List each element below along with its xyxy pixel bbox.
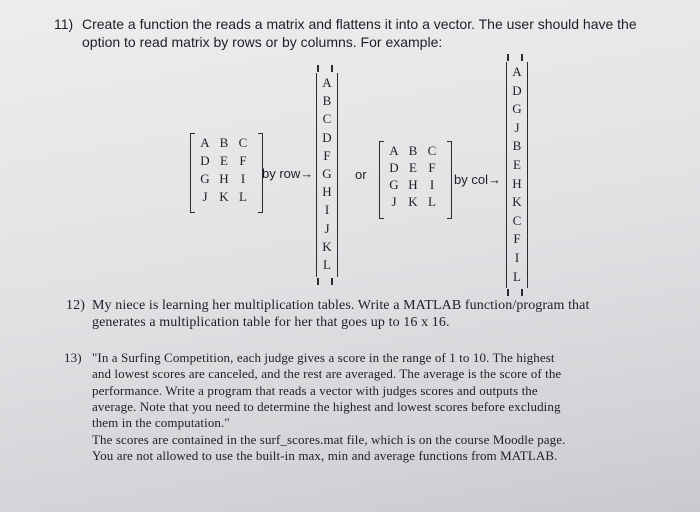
by-row-label: by row→ (262, 166, 314, 181)
row-vector-element: H (322, 184, 332, 200)
question-13-line: them in the computation." (92, 415, 230, 431)
column-vector-element: F (513, 231, 521, 247)
row-vector-element: L (323, 257, 331, 272)
column-vector-element: E (513, 157, 521, 172)
right-matrix-cell: K (408, 194, 418, 209)
question-13-line: and lowest scores are canceled, and the rest are averaged. The average is the score of the (92, 366, 562, 382)
right-matrix-cell: E (409, 160, 417, 175)
or-label: or (355, 167, 367, 182)
column-vector-element: G (512, 101, 522, 117)
right-matrix-cell: J (391, 194, 397, 209)
question-13-line: "In a Surfing Competition, each judge gives a score in the range of 1 to 10. The highest (92, 350, 555, 365)
question-13-line: You are not allowed to use the built-in max, min and average functions from MATLAB. (92, 447, 558, 463)
right-matrix-cell: A (389, 143, 399, 158)
right-matrix-cell: I (429, 177, 435, 192)
example-matrix-left (190, 133, 270, 213)
question-13-line: average. Note that you need to determine the highest and lowest scores before excluding (92, 398, 561, 414)
question-11-number: 11) (54, 16, 74, 32)
right-matrix-cell: G (389, 177, 399, 192)
row-vector-element: B (322, 93, 332, 109)
right-matrix-cell: B (408, 143, 418, 158)
left-matrix-cell: E (220, 153, 228, 168)
question-13-line: performance. Write a program that reads a vector with judges scores and outputs the (92, 382, 538, 398)
row-vector-element: F (323, 147, 331, 163)
question-11-line-2: option to read matrix by rows or by columns. For example: (82, 34, 443, 50)
left-matrix-cell: C (238, 135, 248, 150)
column-vector-element: K (512, 194, 522, 210)
column-vector-element: J (514, 119, 520, 135)
left-matrix-cell: I (240, 171, 246, 186)
left-matrix-cell: B (219, 135, 229, 150)
column-vector-element: C (512, 212, 522, 228)
row-vector-element: K (322, 238, 332, 254)
column-vector-element: L (513, 268, 521, 284)
question-12-line-2: generates a multiplication table for her that goes up to 16 x 16. (92, 315, 450, 330)
column-vector-element: B (512, 138, 522, 154)
question-13-line: The scores are contained in the surf_scores.mat file, which is on the course Moodle page. (92, 431, 566, 447)
left-matrix-cell: A (200, 135, 210, 150)
question-12-line-1: My niece is learning her multiplication tables. Write a MATLAB function/program that (92, 298, 590, 313)
row-vector-element: I (324, 202, 330, 218)
row-vector-element: J (324, 220, 330, 236)
right-matrix-cell: D (389, 160, 399, 175)
by-col-label: by col→ (454, 172, 501, 187)
left-matrix-cell: F (239, 153, 247, 168)
row-vector-element: A (322, 75, 332, 90)
right-matrix-cell: H (408, 177, 418, 192)
row-vector-element: D (322, 129, 332, 145)
left-matrix-cell: D (200, 153, 210, 168)
row-vector-element: C (322, 111, 332, 127)
column-vector-element: I (514, 250, 520, 265)
row-vector-element: G (322, 166, 332, 181)
left-matrix-cell: K (219, 189, 229, 204)
example-matrix-right (379, 141, 459, 221)
row-vector (316, 73, 338, 277)
question-11-line-1: Create a function the reads a matrix and flattens it into a vector. The user should have the (82, 16, 637, 32)
left-matrix-cell: H (219, 171, 229, 186)
left-matrix-cell: L (239, 189, 247, 204)
column-vector-element: H (512, 175, 522, 191)
left-matrix-cell: G (200, 171, 210, 186)
left-matrix-cell: J (202, 189, 208, 204)
column-vector-element: D (512, 82, 522, 98)
right-matrix-cell: F (428, 160, 436, 175)
right-matrix-cell: C (427, 143, 437, 158)
question-12-number: 12) (66, 298, 85, 313)
right-matrix-cell: L (428, 194, 436, 209)
column-vector (506, 62, 528, 288)
question-13-number: 13) (64, 350, 82, 365)
column-vector-element: A (512, 64, 522, 79)
